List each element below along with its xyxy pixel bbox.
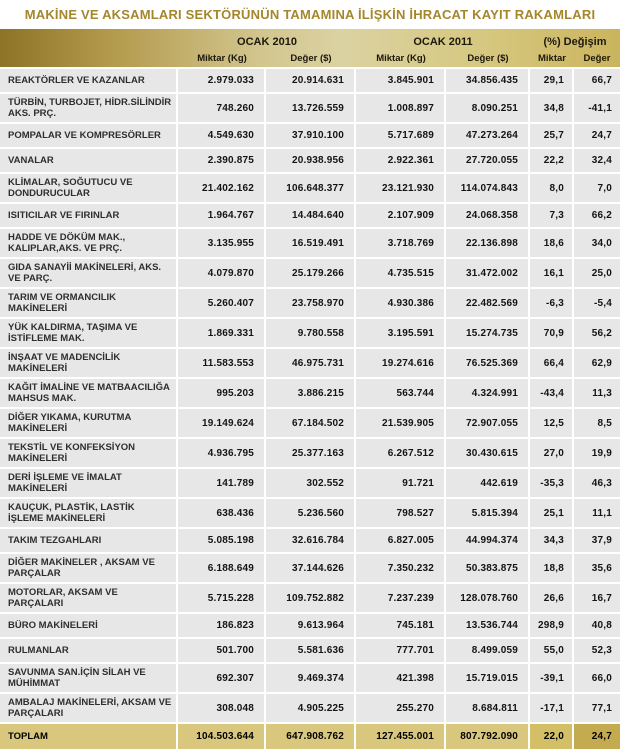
row-value: 5.715.228 xyxy=(178,584,264,612)
row-value: 7.350.232 xyxy=(356,554,444,582)
row-label: POMPALAR VE KOMPRESÖRLER xyxy=(0,124,176,147)
row-value: 6.827.005 xyxy=(356,529,444,552)
row-value: 91.721 xyxy=(356,469,444,497)
row-value: 9.613.964 xyxy=(266,614,354,637)
row-value: 21.539.905 xyxy=(356,409,444,437)
row-value: 70,9 xyxy=(530,319,572,347)
col-header-miktar-2011: Miktar (Kg) xyxy=(376,52,426,64)
table-body xyxy=(0,69,620,749)
row-label: ISITICILAR VE FIRINLAR xyxy=(0,204,176,227)
row-label: DİĞER MAKİNELER , AKSAM VE PARÇALAR xyxy=(0,554,176,582)
row-value: -35,3 xyxy=(530,469,572,497)
row-value: 22.482.569 xyxy=(446,289,528,317)
row-value: 22.136.898 xyxy=(446,229,528,257)
row-value: 745.181 xyxy=(356,614,444,637)
row-value: 37.144.626 xyxy=(266,554,354,582)
row-value: 5.815.394 xyxy=(446,499,528,527)
row-value: 638.436 xyxy=(178,499,264,527)
row-value: 1.869.331 xyxy=(178,319,264,347)
row-value: 798.527 xyxy=(356,499,444,527)
row-value: 46.975.731 xyxy=(266,349,354,377)
row-value: -6,3 xyxy=(530,289,572,317)
col-header-deger-pct: Değer xyxy=(583,52,611,64)
row-value: 7.237.239 xyxy=(356,584,444,612)
row-value: 24,7 xyxy=(574,124,620,147)
row-value: 47.273.264 xyxy=(446,124,528,147)
row-value: 19.274.616 xyxy=(356,349,444,377)
row-value: 18,6 xyxy=(530,229,572,257)
row-value: 35,6 xyxy=(574,554,620,582)
row-label: GIDA SANAYİİ MAKİNELERİ, AKS. VE PARÇ. xyxy=(0,259,176,287)
row-value: 66,7 xyxy=(574,69,620,92)
row-value: -17,1 xyxy=(530,694,572,722)
row-label: İNŞAAT VE MADENCİLİK MAKİNELERİ xyxy=(0,349,176,377)
row-value: 6.267.512 xyxy=(356,439,444,467)
row-value: 114.074.843 xyxy=(446,174,528,202)
row-value: 4.735.515 xyxy=(356,259,444,287)
row-value: 563.744 xyxy=(356,379,444,407)
row-label: BÜRO MAKİNELERİ xyxy=(0,614,176,637)
row-value: 34,3 xyxy=(530,529,572,552)
row-value: -43,4 xyxy=(530,379,572,407)
row-value: 30.430.615 xyxy=(446,439,528,467)
row-value: 25.377.163 xyxy=(266,439,354,467)
row-value: 3.718.769 xyxy=(356,229,444,257)
row-value: 11,3 xyxy=(574,379,620,407)
row-value: 5.581.636 xyxy=(266,639,354,662)
row-value: 23.121.930 xyxy=(356,174,444,202)
row-value: 106.648.377 xyxy=(266,174,354,202)
page-title: MAKİNE VE AKSAMLARI SEKTÖRÜNÜN TAMAMINA İLİŞKİN İHRACAT KAYIT RAKAMLARI xyxy=(24,7,596,22)
col-group-degisim: (%) Değişim xyxy=(543,36,607,48)
row-value: 37.910.100 xyxy=(266,124,354,147)
row-value: 4.930.386 xyxy=(356,289,444,317)
col-header-deger-2010: Değer ($) xyxy=(290,52,332,64)
row-value: 46,3 xyxy=(574,469,620,497)
row-value: 52,3 xyxy=(574,639,620,662)
row-value: 442.619 xyxy=(446,469,528,497)
row-label: REAKTÖRLER VE KAZANLAR xyxy=(0,69,176,92)
row-value: 77,1 xyxy=(574,694,620,722)
row-value: 8,5 xyxy=(574,409,620,437)
row-value: 14.484.640 xyxy=(266,204,354,227)
row-label: SAVUNMA SAN.İÇİN SİLAH VE MÜHİMMAT xyxy=(0,664,176,692)
row-value: 18,8 xyxy=(530,554,572,582)
row-label: YÜK KALDIRMA, TAŞIMA VE İSTİFLEME MAK. xyxy=(0,319,176,347)
row-value: 23.758.970 xyxy=(266,289,354,317)
row-value: 5.085.198 xyxy=(178,529,264,552)
row-label: HADDE VE DÖKÜM MAK., KALIPLAR,AKS. VE PRÇ. xyxy=(0,229,176,257)
row-value: 3.195.591 xyxy=(356,319,444,347)
row-value: 3.135.955 xyxy=(178,229,264,257)
row-value: -41,1 xyxy=(574,94,620,122)
row-value: 3.886.215 xyxy=(266,379,354,407)
row-value: 11.583.553 xyxy=(178,349,264,377)
row-label: DİĞER YIKAMA, KURUTMA MAKİNELERİ xyxy=(0,409,176,437)
table-header xyxy=(0,29,620,67)
row-value: 4.079.870 xyxy=(178,259,264,287)
row-value: 25,1 xyxy=(530,499,572,527)
row-value: 16,1 xyxy=(530,259,572,287)
row-value: 6.188.649 xyxy=(178,554,264,582)
row-value: 186.823 xyxy=(178,614,264,637)
row-value: 13.536.744 xyxy=(446,614,528,637)
row-label: TÜRBİN, TURBOJET, HİDR.SİLİNDİR AKS. PRÇ. xyxy=(0,94,176,122)
row-value: 4.905.225 xyxy=(266,694,354,722)
row-value: 15.719.015 xyxy=(446,664,528,692)
total-value: 127.455.001 xyxy=(356,724,444,749)
row-value: 7,0 xyxy=(574,174,620,202)
row-value: 25,7 xyxy=(530,124,572,147)
total-value: 807.792.090 xyxy=(446,724,528,749)
total-value: 647.908.762 xyxy=(266,724,354,749)
row-value: 1.964.767 xyxy=(178,204,264,227)
row-value: 748.260 xyxy=(178,94,264,122)
row-value: 2.922.361 xyxy=(356,149,444,172)
row-value: 5.260.407 xyxy=(178,289,264,317)
row-value: 13.726.559 xyxy=(266,94,354,122)
row-value: 8.499.059 xyxy=(446,639,528,662)
col-header-miktar-2010: Miktar (Kg) xyxy=(197,52,247,64)
total-label: TOPLAM xyxy=(0,724,176,749)
row-value: 67.184.502 xyxy=(266,409,354,437)
row-value: 11,1 xyxy=(574,499,620,527)
row-value: 8.090.251 xyxy=(446,94,528,122)
row-label: AMBALAJ MAKİNELERİ, AKSAM VE PARÇALARI xyxy=(0,694,176,722)
row-value: 777.701 xyxy=(356,639,444,662)
row-value: 34,8 xyxy=(530,94,572,122)
row-value: 27,0 xyxy=(530,439,572,467)
row-value: 109.752.882 xyxy=(266,584,354,612)
row-label: DERİ İŞLEME VE İMALAT MAKİNELERİ xyxy=(0,469,176,497)
row-value: 66,4 xyxy=(530,349,572,377)
row-value: 302.552 xyxy=(266,469,354,497)
row-value: 16.519.491 xyxy=(266,229,354,257)
row-label: TAKIM TEZGAHLARI xyxy=(0,529,176,552)
row-value: 421.398 xyxy=(356,664,444,692)
row-value: 21.402.162 xyxy=(178,174,264,202)
row-label: KAUÇUK, PLASTİK, LASTİK İŞLEME MAKİNELERİ xyxy=(0,499,176,527)
row-value: 12,5 xyxy=(530,409,572,437)
row-value: 128.078.760 xyxy=(446,584,528,612)
row-value: 37,9 xyxy=(574,529,620,552)
row-value: 5.236.560 xyxy=(266,499,354,527)
row-value: 8.684.811 xyxy=(446,694,528,722)
row-value: 298,9 xyxy=(530,614,572,637)
row-value: 32,4 xyxy=(574,149,620,172)
row-value: 7,3 xyxy=(530,204,572,227)
row-value: 19,9 xyxy=(574,439,620,467)
row-value: -5,4 xyxy=(574,289,620,317)
row-value: -39,1 xyxy=(530,664,572,692)
row-value: 26,6 xyxy=(530,584,572,612)
row-value: 20.914.631 xyxy=(266,69,354,92)
row-value: 55,0 xyxy=(530,639,572,662)
row-value: 4.549.630 xyxy=(178,124,264,147)
row-value: 9.780.558 xyxy=(266,319,354,347)
row-value: 15.274.735 xyxy=(446,319,528,347)
row-value: 4.324.991 xyxy=(446,379,528,407)
row-value: 56,2 xyxy=(574,319,620,347)
row-value: 5.717.689 xyxy=(356,124,444,147)
row-value: 9.469.374 xyxy=(266,664,354,692)
row-label: KLİMALAR, SOĞUTUCU VE DONDURUCULAR xyxy=(0,174,176,202)
row-value: 27.720.055 xyxy=(446,149,528,172)
row-value: 308.048 xyxy=(178,694,264,722)
col-group-ocak-2011: OCAK 2011 xyxy=(413,36,473,48)
row-value: 32.616.784 xyxy=(266,529,354,552)
col-group-ocak-2010: OCAK 2010 xyxy=(237,36,297,48)
row-value: 2.390.875 xyxy=(178,149,264,172)
row-value: 995.203 xyxy=(178,379,264,407)
row-label: TEKSTİL VE KONFEKSİYON MAKİNELERİ xyxy=(0,439,176,467)
row-value: 66,0 xyxy=(574,664,620,692)
total-value: 104.503.644 xyxy=(178,724,264,749)
row-value: 34.856.435 xyxy=(446,69,528,92)
row-label: VANALAR xyxy=(0,149,176,172)
row-value: 76.525.369 xyxy=(446,349,528,377)
row-value: 44.994.374 xyxy=(446,529,528,552)
row-value: 1.008.897 xyxy=(356,94,444,122)
row-value: 8,0 xyxy=(530,174,572,202)
col-header-deger-2011: Değer ($) xyxy=(467,52,509,64)
row-value: 22,2 xyxy=(530,149,572,172)
row-value: 25.179.266 xyxy=(266,259,354,287)
total-value: 22,0 xyxy=(530,724,572,749)
row-value: 2.107.909 xyxy=(356,204,444,227)
row-label: RULMANLAR xyxy=(0,639,176,662)
row-value: 31.472.002 xyxy=(446,259,528,287)
row-label: MOTORLAR, AKSAM VE PARÇALARI xyxy=(0,584,176,612)
row-value: 40,8 xyxy=(574,614,620,637)
col-header-miktar-pct: Miktar xyxy=(538,52,566,64)
row-value: 72.907.055 xyxy=(446,409,528,437)
row-value: 24.068.358 xyxy=(446,204,528,227)
row-value: 50.383.875 xyxy=(446,554,528,582)
row-value: 255.270 xyxy=(356,694,444,722)
row-value: 62,9 xyxy=(574,349,620,377)
row-value: 16,7 xyxy=(574,584,620,612)
row-value: 4.936.795 xyxy=(178,439,264,467)
row-value: 19.149.624 xyxy=(178,409,264,437)
row-value: 692.307 xyxy=(178,664,264,692)
row-value: 66,2 xyxy=(574,204,620,227)
row-value: 34,0 xyxy=(574,229,620,257)
row-label: TARIM VE ORMANCILIK MAKİNELERİ xyxy=(0,289,176,317)
row-value: 29,1 xyxy=(530,69,572,92)
row-value: 501.700 xyxy=(178,639,264,662)
row-value: 3.845.901 xyxy=(356,69,444,92)
row-value: 141.789 xyxy=(178,469,264,497)
row-label: KAĞIT İMALİNE VE MATBAACILIĞA MAHSUS MAK. xyxy=(0,379,176,407)
row-value: 2.979.033 xyxy=(178,69,264,92)
row-value: 20.938.956 xyxy=(266,149,354,172)
total-value: 24,7 xyxy=(574,724,620,749)
row-value: 25,0 xyxy=(574,259,620,287)
